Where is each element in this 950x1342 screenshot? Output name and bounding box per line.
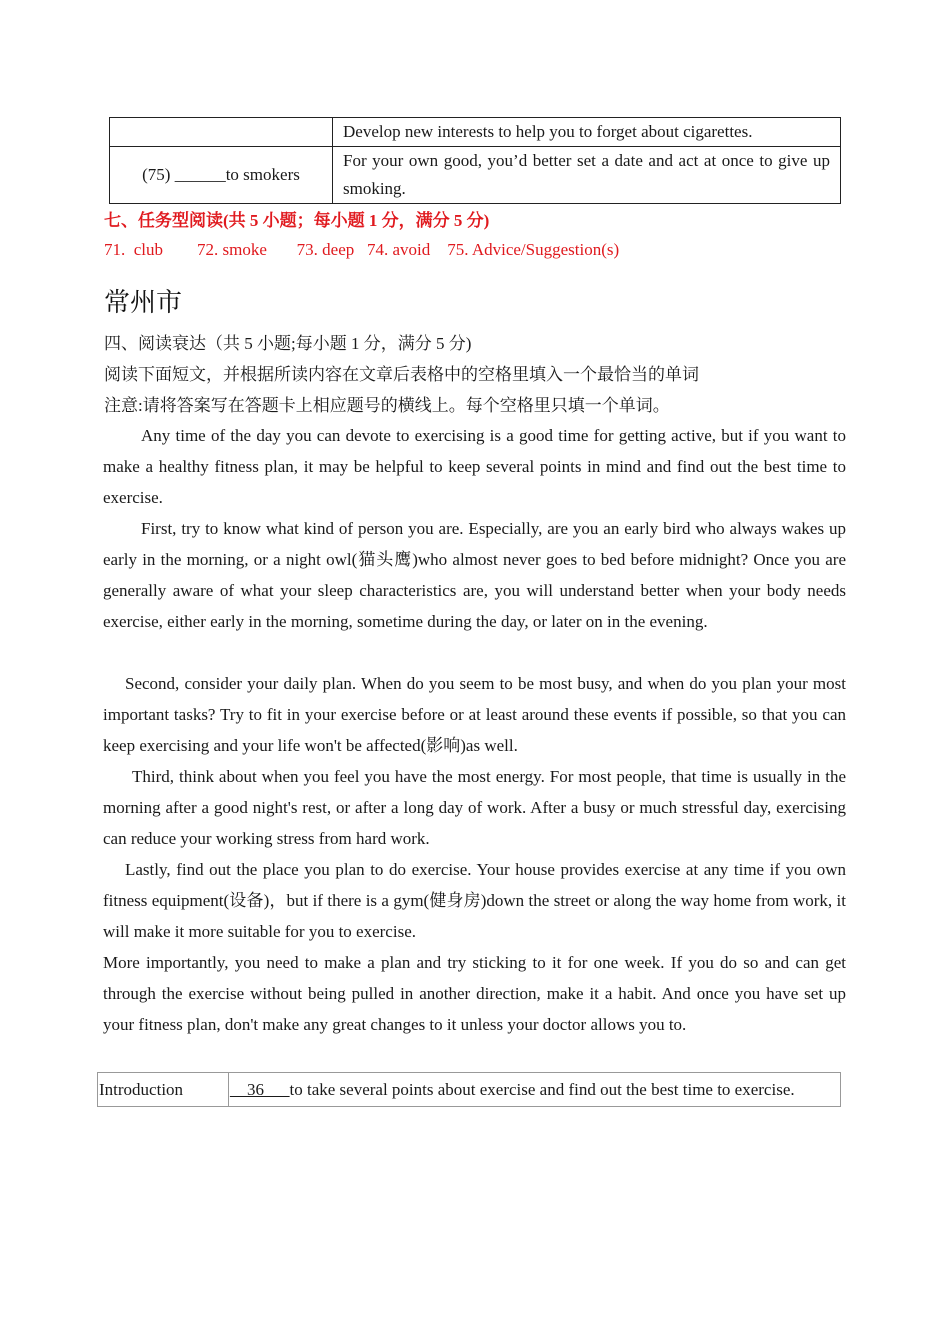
passage-paragraph-4: Third, think about when you feel you have the most energy. For most people, that time is usually in the morning after a good night's rest, or after a long day of work. After a busy or much stressful day, exercising can reduce your working stress from hard work. [103,767,846,848]
section-7-title: 七、任务型阅读(共 5 小题；每小题 1 分，满分 5 分) [104,211,490,230]
passage-paragraph-1: Any time of the day you can devote to exercising is a good time for getting active, but if you want to make a healthy fitness plan, it may be helpful to keep several points in mind and find out the best time to exercise. [103,426,846,507]
table-cell-text: to take several points about exercise and find out the best time to exercise. [289,1080,795,1099]
table-cell-label: Introduction [98,1073,229,1107]
passage-paragraph-5: Lastly, find out the place you plan to do exercise. Your house provides exercise at any time if you own fitness equipment(设备)，but if there is a gym(健身房)down the street or along the way home from work, it will make it more suitable for you to exercise. [103,860,846,941]
table-row [110,147,841,204]
table-row [110,118,841,147]
table-cell: For your own good, you’d better set a date and act at once to give up smoking. [333,147,841,204]
summary-table [97,1072,841,1107]
section-4-note: 注意:请将答案写在答题卡上相应题号的横线上。每个空格里只填一个单词。 [104,396,670,415]
table-cell-empty [110,118,333,147]
passage-paragraph-2: First, try to know what kind of person you are. Especially, are you an early bird who always wakes up early in the morning, or a night owl(猫头鹰)who almost never goes to bed before midnight? Once you are generally aware of what your sleep characteristics are, you will understand better when your body needs exercise, either early in the morning, sometime during the day, or later on in the evening. [103,519,846,631]
section-7-answers: 71. club 72. smoke 73. deep 74. avoid 75. Advice/Suggestion(s) [104,240,620,259]
answer-blank-36: __36___ [230,1080,290,1099]
table-cell: Develop new interests to help you to forget about cigarettes. [333,118,841,147]
passage-paragraph-6: More importantly, you need to make a plan and try sticking to it for one week. If you do so and can get through the exercise without being pulled in another direction, make it a habit. And once you have set up your fitness plan, don't make any great changes to it unless your doctor allows you to. [103,953,846,1034]
section-4-title: 四、阅读衰达（共 5 小题;每小题 1 分，满分 5 分) [104,334,472,353]
section-4-instruction: 阅读下面短文，并根据所读内容在文章后表格中的空格里填入一个最恰当的单词 [104,365,699,384]
answer-summary-table [109,117,841,204]
table-row [98,1073,841,1107]
passage-paragraph-3: Second, consider your daily plan. When do you seem to be most busy, and when do you plan your most important tasks? Try to fit in your exercise before or at least around these events if possible, so that you can keep exercising and your life won't be affected(影响)as well. [103,674,846,755]
city-heading: 常州市 [104,288,183,318]
table-cell [229,1073,841,1107]
table-cell-question-75: (75) ______to smokers [110,147,333,204]
